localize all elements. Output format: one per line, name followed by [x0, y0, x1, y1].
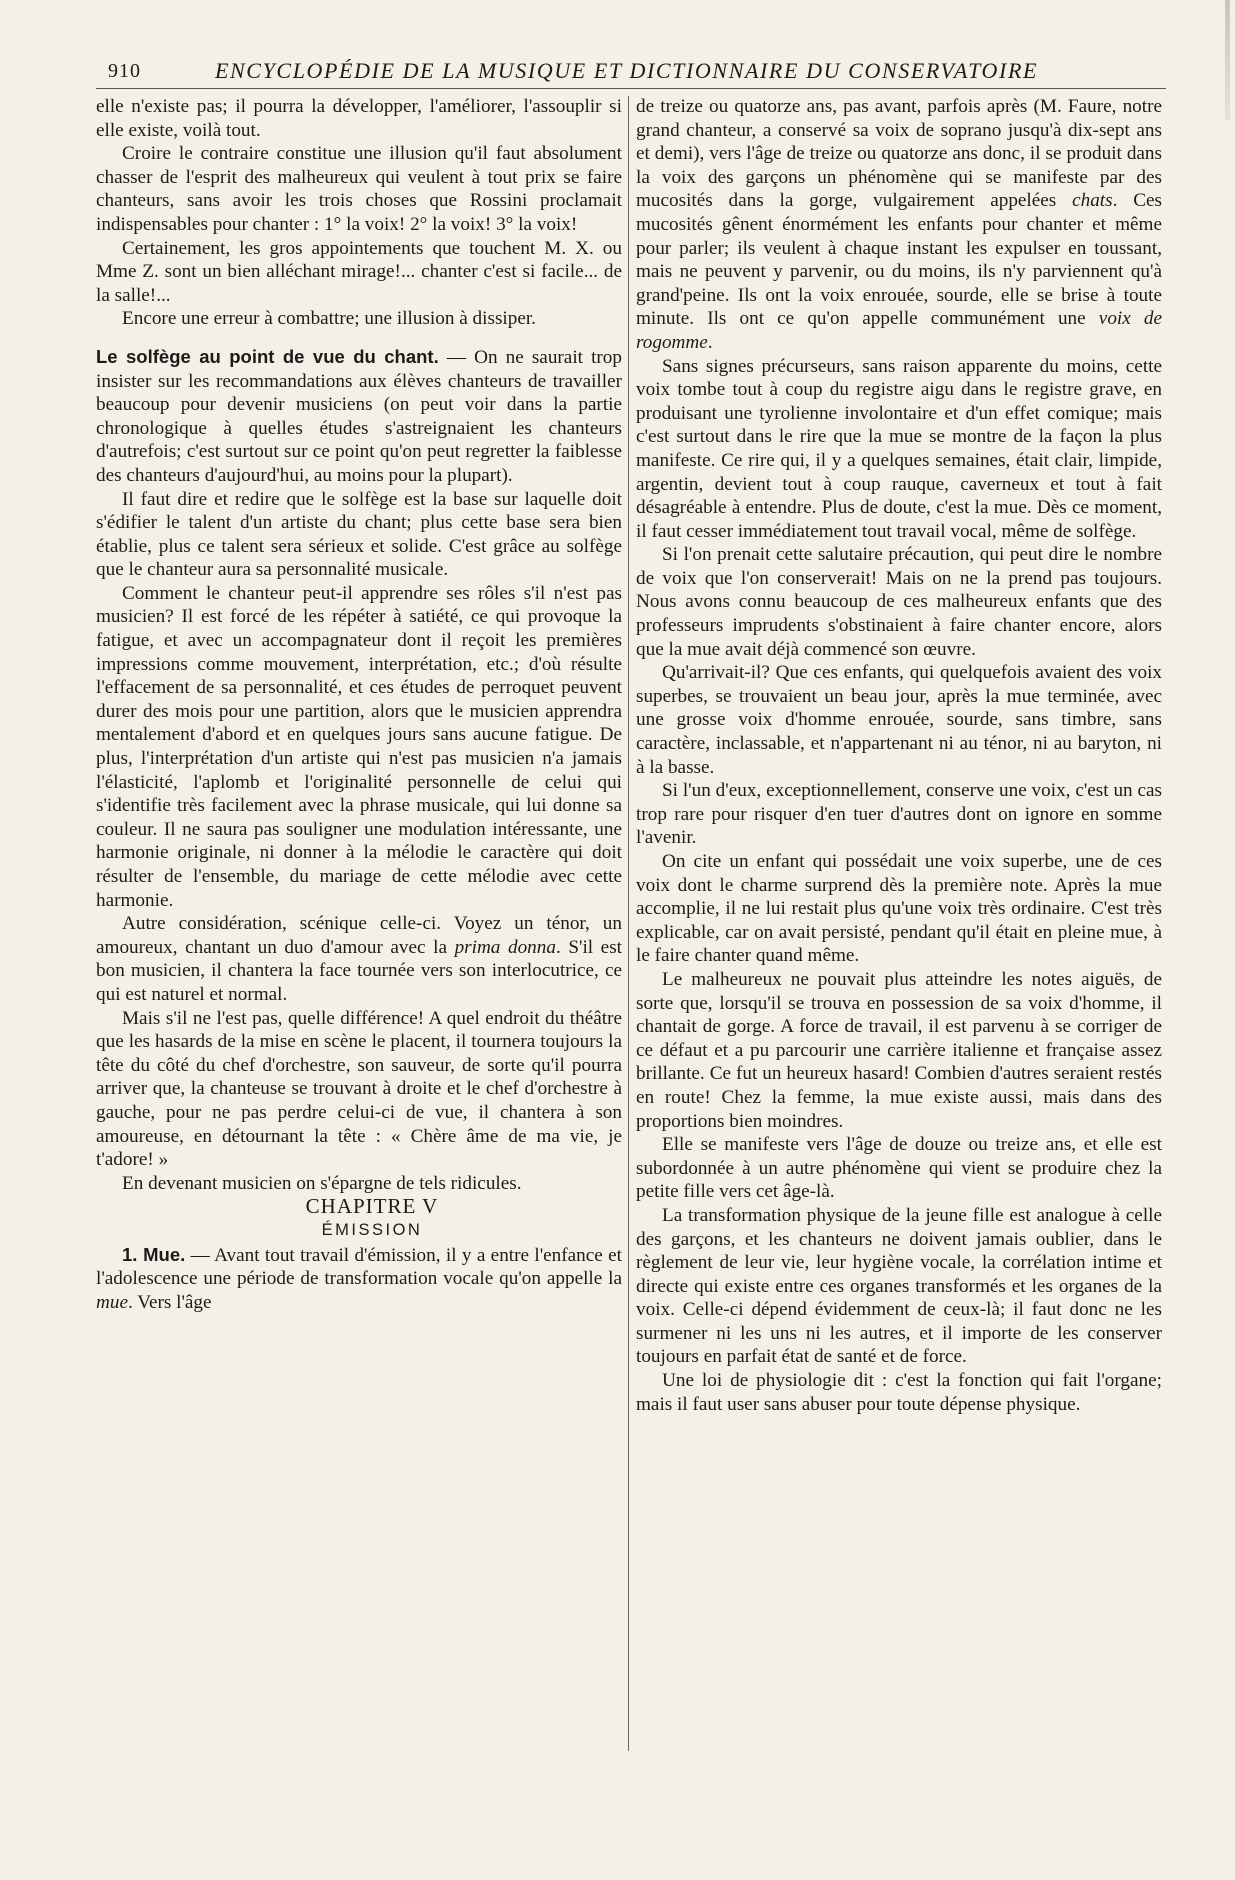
paragraph: Certainement, les gros appointements que touchent M. X. ou Mme Z. sont un bien alléchant mirage!... chanter c'est si facile... de la salle!... [96, 237, 622, 306]
paragraph-text: — On ne saurait trop insister sur les recommandations aux élèves chanteurs de travailler beaucoup pour devenir musiciens (on peut voir dans la partie chronologique à quelles études s'astreignaient les chanteurs d'autrefois; c'est surtout sur ce point qu'on peut regretter la faiblesse des chanteurs d'aujourd'hui, au moins pour la plupart). [96, 346, 622, 486]
left-column [96, 95, 622, 1314]
paragraph-text: . [707, 331, 713, 353]
paragraph-solfege [96, 345, 622, 488]
paragraph [636, 95, 1162, 355]
paragraph-text: Autre considération, scénique celle-ci. Voyez un ténor, un amoureux, chantant un duo d'amour avec la [96, 913, 622, 958]
italic-term: mue [96, 1291, 128, 1313]
paragraph-text: . Ces mucosités gênent énormément les enfants pour chanter et même pour parler; ils veulent à chaque instant les expulser en toussant, mais ne peuvent y parvenir, ou du moins, ils n'y parviennent qu'à grand'peine. Ils ont la voix enrouée, sourde, elle se brise à toute minute. Ils ont ce qu'on appelle communément une [636, 190, 1163, 330]
paragraph: Si l'on prenait cette salutaire précaution, qui peut dire le nombre de voix que l'on conserverait! Mais on ne la prend pas toujours. Nous avons connu beaucoup de ces malheureux enfants que des professeurs imprudents s'obstinaient à faire chanter encore, alors que la mue avait déjà commencé son œuvre. [636, 544, 1162, 660]
paragraph: Le malheureux ne pouvait plus atteindre les notes aiguës, de sorte que, lorsqu'il se trouva en possession de sa voix d'homme, il chantait de gorge. A force de travail, il est parvenu à se corriger de ce défaut et a pu parcourir une carrière italienne et française assez brillante. Ce fut un heureux hasard! Combien d'autres seraient restés en route! Chez la femme, la mue existe aussi, mais dans des proportions bien moindres. [636, 968, 1162, 1132]
paragraph: Encore une erreur à combattre; une illusion à dissiper. [122, 308, 536, 330]
paragraph-text: de treize ou quatorze ans, pas avant, parfois après (M. Faure, notre grand chanteur, a conservé sa voix de soprano jusqu'à dix-sept ans et demi), vers l'âge de treize ou quatorze ans donc, il se produit dans la voix des garçons un phénomène qui se manifeste par des mucosités dans la gorge, vulgairement appelées [636, 96, 1162, 212]
page-number: 910 [108, 60, 141, 82]
paragraph-mue [96, 1243, 622, 1315]
italic-term: chats [1072, 190, 1113, 212]
chapter-title: CHAPITRE V [305, 1194, 439, 1219]
column-divider [628, 96, 629, 1751]
right-column [636, 95, 1162, 1416]
paragraph: Si l'un d'eux, exceptionnellement, conserve une voix, c'est un cas trop rare pour risquer d'en tuer d'autres dont on ignore en somme l'avenir. [636, 780, 1162, 849]
paragraph [96, 912, 622, 1006]
paragraph: Mais s'il ne l'est pas, quelle différence! A quel endroit du théâtre que les hasards de la mise en scène le placent, il tournera toujours la tête du côté du chef d'orchestre, son sauveur, de sorte qu'il pourra arriver que, la chanteuse se trouvant à droite et le chef d'orchestre à gauche, pour ne pas perdre celui-ci de vue, il chantera à son amoureuse, en détournant la tête : « Chère âme de ma vie, je t'adore! » [96, 1007, 622, 1171]
paragraph: Une loi de physiologie dit : c'est la fonction qui fait l'organe; mais il faut user sans abuser pour toute dépense physique. [636, 1370, 1162, 1415]
paragraph: Comment le chanteur peut-il apprendre ses rôles s'il n'est pas musicien? Il est forcé de les répéter à satiété, ce qui provoque la fatigue, et avec un accompagnateur dont il reçoit les premières impressions comme mouvement, interprétation, etc.; d'où résulte l'effacement de sa personnalité, et ces études de perroquet peuvent durer des mois pour une partition, alors que le musicien apprendra mentalement d'abord et en quelques jours sans aucune fatigue. De plus, l'interprétation d'un artiste qui n'est pas musicien n'a jamais l'élasticité, l'aplomb et l'originalité personnelle de celui qui s'identifie très facilement avec la phrase musicale, qui lui donne sa couleur. Il ne saura pas souligner une modulation intéressante, une harmonie originale, ni donner à la mélodie le caractère qui doit résulter de l'ensemble, du mariage de cette mélodie avec cette harmonie. [96, 582, 622, 911]
paragraph: Croire le contraire constitue une illusion qu'il faut absolument chasser de l'esprit des malheureux qui veulent à tout prix se faire chanteurs, sans avoir les trois choses que Rossini proclamait indispensables pour chanter : 1° la voix! 2° la voix! 3° la voix! [96, 143, 622, 235]
section-heading-mue: 1. Mue. [122, 1243, 186, 1265]
italic-term: prima donna [454, 936, 556, 958]
page-header [0, 56, 1235, 86]
section-title: ÉMISSION [321, 1220, 423, 1239]
section-heading-solfege: Le solfège au point de vue du chant. [96, 345, 439, 367]
paragraph: En devenant musicien on s'épargne de tels ridicules. [122, 1172, 522, 1194]
paragraph: La transformation physique de la jeune fille est analogue à celle des garçons, et les chanteurs ne doivent jamais oublier, dans le règlement de leur vie, leur hygiène vocale, la corrélation intime et directe qui existe entre ces organes transformés et les organes de la voix. Celle-ci dépend évidemment de ceux-là; il faut donc ne les surmener ni les uns ni les autres, et il importe de les conserver toujours en parfait état de santé et de force. [636, 1204, 1162, 1368]
paragraph: Sans signes précurseurs, sans raison apparente du moins, cette voix tombe tout à coup du registre aigu dans le registre grave, en produisant une tyrolienne involontaire et d'un effet comique; mais c'est surtout dans le rire que la mue se montre de la façon la plus manifeste. Ce rire qui, il y a quelques semaines, était clair, limpide, argentin, devient tout à coup rauque, caverneux et tout à fait désagréable à entendre. Plus de doute, c'est la mue. Dès ce moment, il faut cesser immédiatement tout travail vocal, même de solfège. [636, 355, 1162, 542]
paragraph-text: . S'il est bon musicien, il chantera la face tournée vers son interlocutrice, ce qui est naturel et normal. [96, 936, 623, 1005]
paragraph: Il faut dire et redire que le solfège est la base sur laquelle doit s'édifier le talent d'un artiste du chant; plus cette base sera bien établie, plus ce talent sera sérieux et solide. C'est grâce au solfège que le chanteur aura sa personnalité musicale. [96, 488, 622, 581]
paragraph: Elle se manifeste vers l'âge de douze ou treize ans, et elle est subordonnée à un autre phénomène qui vient se produire chez la petite fille vers cet âge-là. [636, 1134, 1162, 1203]
paragraph-text: — Avant tout travail d'émission, il y a entre l'enfance et l'adolescence une période de transformation vocale qu'on appelle la [96, 1244, 622, 1290]
paragraph: elle n'existe pas; il pourra la développer, l'améliorer, l'assouplir si elle existe, voilà tout. [96, 96, 622, 141]
running-head: ENCYCLOPÉDIE DE LA MUSIQUE ET DICTIONNAIRE DU CONSERVATOIRE [215, 58, 1039, 83]
paragraph: On cite un enfant qui possédait une voix superbe, une de ces voix dont le charme surprend dès la première note. Après la mue accomplie, il ne lui restait plus qu'une voix très ordinaire. C'est très explicable, car on avait persisté, pendant qu'il était en pleine mue, à le faire chanter quand même. [636, 851, 1162, 967]
paragraph-text: . Vers l'âge [127, 1291, 212, 1313]
italic-term: voix de rogomme [636, 308, 1162, 353]
header-rule [96, 88, 1166, 89]
paragraph: Qu'arrivait-il? Que ces enfants, qui quelquefois avaient des voix superbes, se trouvaient un beau jour, après la mue terminée, avec une grosse voix d'homme enrouée, sourde, sans timbre, sans caractère, inclassable, et n'appartenant ni au ténor, ni au baryton, ni à la basse. [636, 662, 1162, 778]
